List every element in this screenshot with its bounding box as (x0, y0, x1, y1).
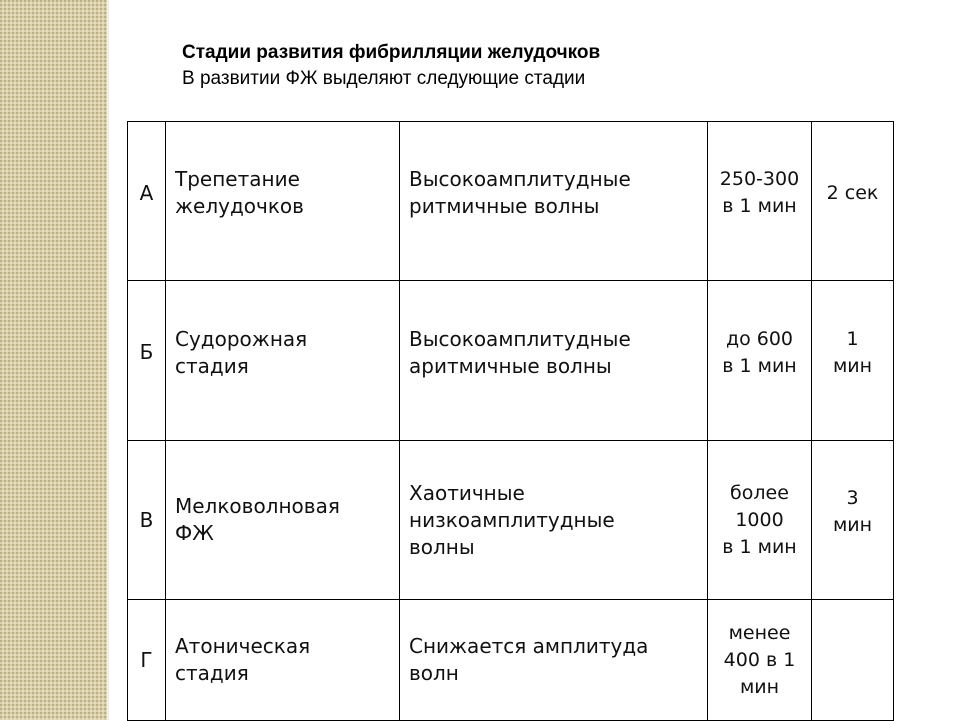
stage-rate: до 600 в 1 мин (722, 327, 797, 377)
side-divider (107, 0, 109, 720)
stage-letter-cell (128, 122, 166, 281)
slide-heading (182, 40, 600, 92)
stage-description-cell (400, 600, 708, 721)
stage-rate-cell (708, 600, 812, 721)
stage-name: Мелковолновая ФЖ (175, 494, 340, 545)
stage-duration: 1 мин (832, 327, 873, 377)
table-row (128, 441, 894, 600)
stage-name-cell (166, 600, 400, 721)
stage-description: Высокоамплитудные ритмичные волны (409, 167, 631, 218)
stage-letter-cell (128, 281, 166, 441)
stage-name: Трепетание желудочков (175, 167, 304, 218)
stage-description: Снижается амплитуда волн (409, 634, 649, 685)
stages-table (127, 121, 894, 721)
stage-name-cell (166, 441, 400, 600)
stage-duration-cell (812, 281, 894, 441)
stage-duration: 3 мин (832, 487, 873, 536)
stage-description-cell (400, 122, 708, 281)
stage-letter-cell (128, 600, 166, 721)
slide-title: Стадии развития фибрилляции желудочков (182, 42, 601, 63)
slide-subtitle: В развитии ФЖ выделяют следующие стадии (182, 68, 586, 89)
table-row (128, 281, 894, 441)
stage-name-cell (166, 281, 400, 441)
stage-letter: Г (140, 647, 153, 672)
stage-rate-cell (708, 441, 812, 600)
stage-name: Атоническая стадия (175, 634, 311, 685)
stage-duration-cell (812, 600, 894, 721)
stage-name-cell (166, 122, 400, 281)
stage-duration-cell (812, 441, 894, 600)
table-row (128, 600, 894, 721)
stage-letter-cell (128, 441, 166, 600)
stage-rate-cell (708, 122, 812, 281)
decorative-side-strip (0, 0, 107, 720)
stage-letter: Б (139, 340, 154, 364)
stage-duration: 2 сек (826, 181, 879, 204)
stage-rate: менее 400 в 1 мин (723, 621, 796, 698)
stage-description-cell (400, 441, 708, 600)
stage-rate: более 1000 в 1 мин (722, 481, 797, 558)
stage-duration-cell (812, 122, 894, 281)
stage-description: Хаотичные низкоамплитудные волны (409, 480, 615, 559)
stage-letter: А (139, 180, 154, 205)
stage-name: Судорожная стадия (175, 326, 308, 378)
stage-rate: 250-300 в 1 мин (719, 168, 800, 217)
stage-letter: В (139, 507, 154, 532)
stage-description: Высокоамплитудные аритмичные волны (409, 326, 631, 378)
stage-description-cell (400, 281, 708, 441)
table-row (128, 122, 894, 281)
stage-rate-cell (708, 281, 812, 441)
